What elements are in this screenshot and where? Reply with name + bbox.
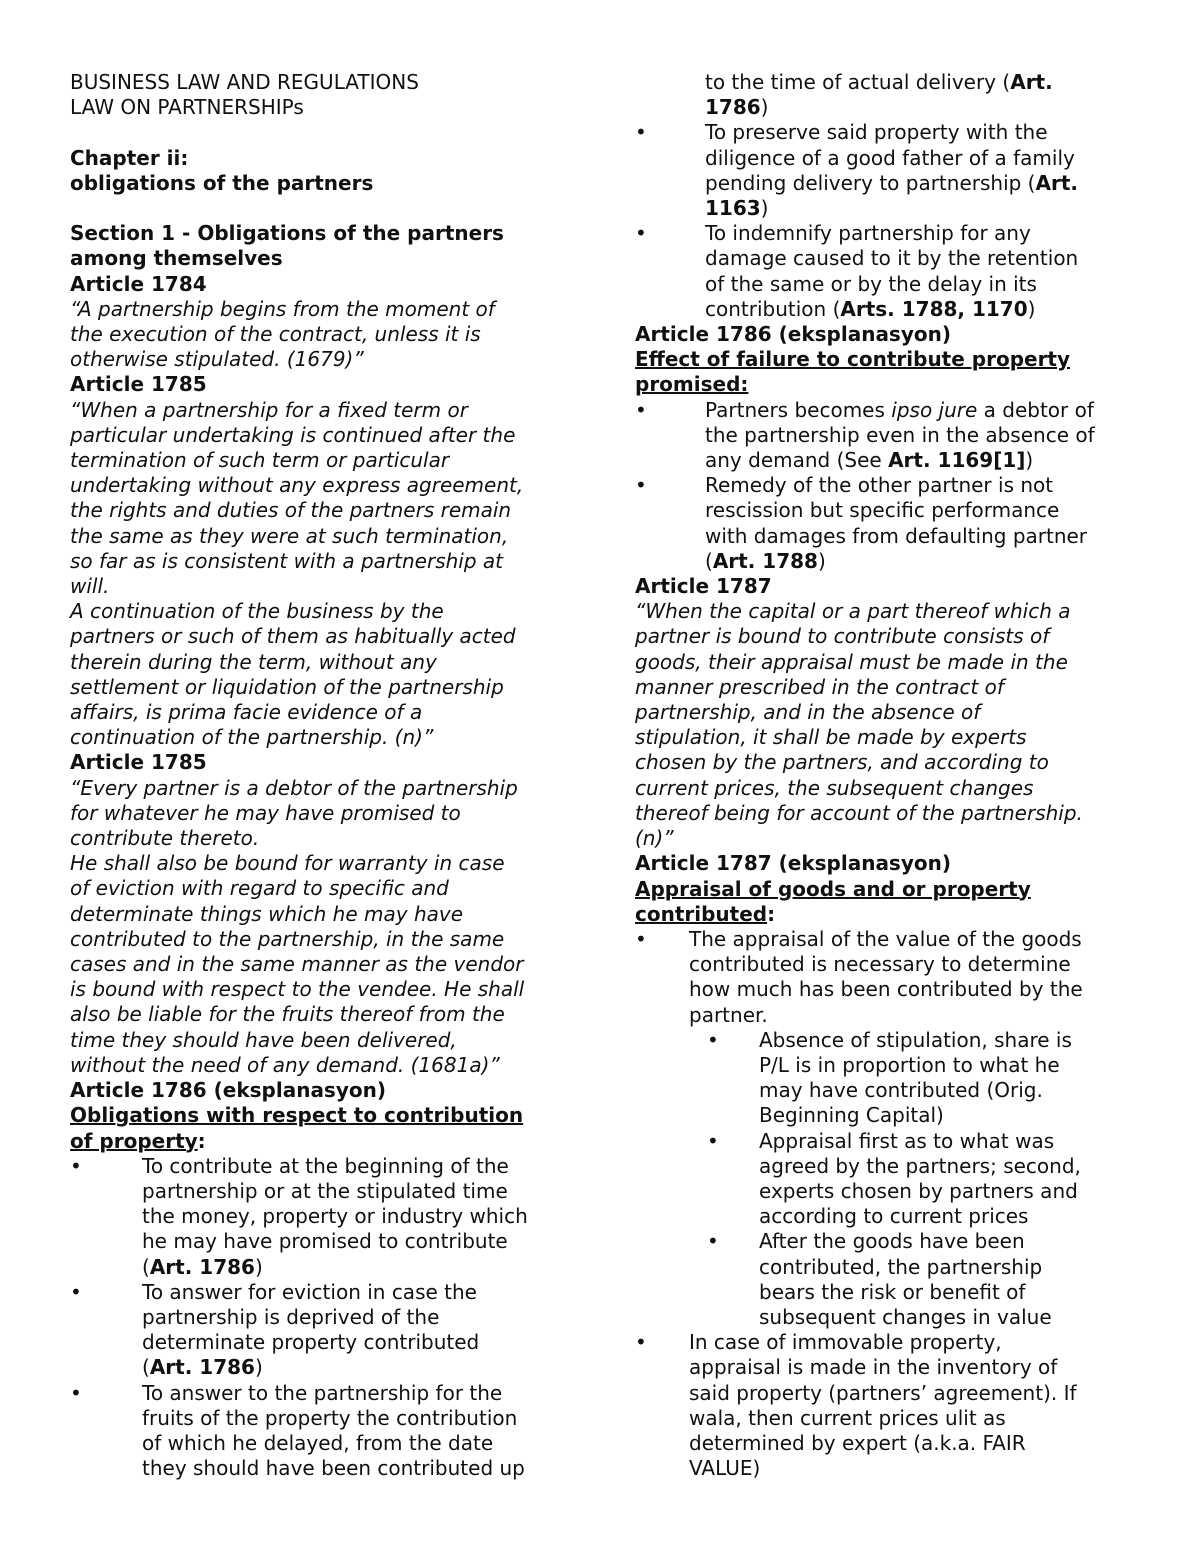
article-1785-text: the same as they were at such termination, xyxy=(70,523,509,548)
article-1787-text: (n)” xyxy=(635,826,674,851)
bullet-icon: • xyxy=(707,1128,719,1153)
section-title-line1: Section 1 - Obligations of the partners xyxy=(70,221,504,246)
article-1785-text: continuation of the partnership. (n)” xyxy=(70,725,434,750)
list-item: • Partners becomes ipso jure a debtor of the partnership even in the absence of any demand (See Art. 1169[1]) xyxy=(635,397,1095,473)
article-1787-text: partnership, and in the absence of xyxy=(635,700,981,725)
article-1785-text: affairs, is prima facie evidence of a xyxy=(70,700,423,725)
doc-title-line1: BUSINESS LAW AND REGULATIONS xyxy=(70,70,419,94)
article-1787-text: current prices, the subsequent changes xyxy=(635,775,1034,800)
article-1785-text: A continuation of the business by the xyxy=(70,599,444,624)
bullet-icon: • xyxy=(707,1027,719,1052)
bullet-icon: • xyxy=(635,221,647,246)
article-1785b-text: is bound with respect to the vendee. He shall xyxy=(70,977,525,1002)
article-1785b-text: of eviction with regard to specific and xyxy=(70,876,449,901)
article-1785-text: particular undertaking is continued after the xyxy=(70,422,516,447)
article-1787-text: stipulation, it shall be made by experts xyxy=(635,725,1027,750)
article-1785-text: the rights and duties of the partners remain xyxy=(70,498,512,523)
article-1785-text: therein during the term, without any xyxy=(70,649,437,674)
bullet-icon: • xyxy=(635,473,647,498)
bullet-icon: • xyxy=(635,120,647,145)
bullet-icon: • xyxy=(707,1229,719,1254)
article-1787-text: partner is bound to contribute consists of xyxy=(635,624,1050,649)
list-item: • In case of immovable property, appraisal is made in the inventory of said property (partners’ agreement). If wala, then current prices ulit as determined by expert (a.k.a. FAIR VALUE) xyxy=(635,1330,1077,1481)
bullet-icon: • xyxy=(70,1380,82,1405)
right-column: to the time of actual delivery (Art. 1786) • To preserve said property with the diligence of a good father of a family pending delivery to partnership (Art. 1163) • To indemnify partnership for any damage caused to it by the retention of the same or by the delay in its contribution (Arts. 1788, 1170) Article 1786 (eksplanasyon) Effect of failure to contribute property promised: • Partners becomes ipso jure a debtor of the partnership even in the absence of any demand (See Art. 1169[1]) • Remedy of the other partner is not rescission but specific performance with damages from defaulting partner (Art. 1788) Article 1787 “When the capital or a part thereof which a partner is bound to contribute consists of goods, their appraisal must be made in the manner prescribed in the contract of partnership, and in the absence of stipulation, it shall be made by experts chosen by the partners, and according to current prices, the subsequent changes thereof being for account of the partnership. (n)” Article 1787 (eksplanasyon) Appraisal of goods and or property contributed: • The appraisal of the value of the goods contributed is necessary to determine how much has been contributed by the partner. • Absence of stipulation, share is P/L is in proportion to what he may have contributed (Orig. Beginning Capital) • Appraisal first as to what was agreed by the partners; second, experts chosen by partners and according to current prices • After the goods have been contributed, the partnership bears the risk or benefit of subsequent changes in value • In case of immovable property, appraisal is made in the inventory of said property (partners’ agreement). If wala, then current prices ulit as determined by expert (a.k.a. FAIR VALUE) xyxy=(635,70,1135,1481)
article-1786b-subheading: Effect of failure to contribute property xyxy=(635,347,1071,372)
doc-title-line2: LAW ON PARTNERSHIPs xyxy=(70,95,304,120)
list-item: • Absence of stipulation, share is P/L is in proportion to what he may have contributed (Orig. Beginning Capital) xyxy=(707,1027,1072,1128)
article-1785b-text: for whatever he may have promised to xyxy=(70,800,461,825)
article-1785b-text: contribute thereto. xyxy=(70,826,260,851)
bullet-icon: • xyxy=(70,1279,82,1304)
article-1785b-heading: Article 1785 xyxy=(70,750,207,775)
bullet-icon: • xyxy=(635,1330,647,1355)
article-1787-text: “When the capital or a part thereof which a xyxy=(635,599,1071,624)
article-1785b-text: He shall also be bound for warranty in case xyxy=(70,851,505,876)
bullet-icon: • xyxy=(70,1153,82,1178)
article-1787b-heading: Article 1787 (eksplanasyon) xyxy=(635,851,951,876)
article-1785b-text: determinate things which he may have xyxy=(70,901,464,926)
article-1786-subheading: Obligations with respect to contribution xyxy=(70,1103,524,1128)
article-1784-text: otherwise stipulated. (1679)” xyxy=(70,347,364,372)
article-1787-heading: Article 1787 xyxy=(635,574,772,599)
article-1785b-text: “Every partner is a debtor of the partnership xyxy=(70,775,518,800)
article-1786-subheading: of property xyxy=(70,1128,198,1153)
article-1785b-text: also be liable for the fruits thereof from the xyxy=(70,1002,505,1027)
article-1785b-text: time they should have been delivered, xyxy=(70,1027,457,1052)
list-item: • To answer to the partnership for the fruits of the property the contribution of which he delayed, from the date they should have been contributed up xyxy=(70,1380,525,1481)
article-1785-text: termination of such term or particular xyxy=(70,448,450,473)
article-1787b-subheading: contributed xyxy=(635,901,768,926)
article-1785b-text: without the need of any demand. (1681a)” xyxy=(70,1052,500,1077)
article-1786b-heading: Article 1786 (eksplanasyon) xyxy=(635,322,951,347)
article-1787-text: goods, their appraisal must be made in the xyxy=(635,649,1068,674)
article-1784-text: “A partnership begins from the moment of xyxy=(70,296,495,321)
article-1787-text: manner prescribed in the contract of xyxy=(635,674,1004,699)
article-1785-heading: Article 1785 xyxy=(70,372,207,397)
article-1785b-text: cases and in the same manner as the vendor xyxy=(70,952,524,977)
bullet-icon: • xyxy=(635,397,647,422)
list-item: • To contribute at the beginning of the partnership or at the stipulated time the money, property or industry which he may have promised to contribute (Art. 1786) xyxy=(70,1153,528,1279)
article-1785-text: so far as is consistent with a partnership at xyxy=(70,548,504,573)
article-1785-text: partners or such of them as habitually acted xyxy=(70,624,516,649)
article-1785-text: “When a partnership for a fixed term or xyxy=(70,397,468,422)
chapter-title-line1: Chapter ii: xyxy=(70,145,189,170)
article-1784-heading: Article 1784 xyxy=(70,271,207,296)
article-1786b-subheading: promised: xyxy=(635,372,749,397)
list-item: • Appraisal first as to what was agreed by the partners; second, experts chosen by partners and according to current prices xyxy=(707,1128,1081,1229)
article-1787b-subheading: Appraisal of goods and or property xyxy=(635,876,1031,901)
article-1785-text: will. xyxy=(70,574,110,599)
list-item-continuation: to the time of actual delivery (Art. xyxy=(705,70,1053,94)
chapter-title-line2: obligations of the partners xyxy=(70,170,374,195)
list-item: • To answer for eviction in case the partnership is deprived of the determinate property contributed (Art. 1786) xyxy=(70,1279,480,1380)
bullet-icon: • xyxy=(635,926,647,951)
list-item: • To indemnify partnership for any damage caused to it by the retention of the same or by the delay in its contribution (Arts. 1788, 1170) xyxy=(635,221,1079,321)
article-1787-text: thereof being for account of the partnership. xyxy=(635,800,1083,825)
list-item: • To preserve said property with the diligence of a good father of a family pending delivery to partnership (Art. 1163) xyxy=(635,120,1078,221)
left-column: BUSINESS LAW AND REGULATIONS LAW ON PARTNERSHIPs Chapter ii: obligations of the partners Section 1 - Obligations of the partners among themselves Article 1784 “A partnership begins from the moment of the execution of the contract, unless it is otherwise stipulated. (1679)” Article 1785 “When a partnership for a fixed term or particular undertaking is continued after the termination of such term or particular undertaking without any express agreement, the rights and duties of the partners remain the same as they were at such termination, so far as is consistent with a partnership at will. A continuation of the business by the partners or such of them as habitually acted therein during the term, without any settlement or liquidation of the partnership affairs, is prima facie evidence of a continuation of the partnership. (n)” Article 1785 “Every partner is a debtor of the partnership for whatever he may have promised to contribute thereto. He shall also be bound for warranty in case of eviction with regard to specific and determinate things which he may have contributed to the partnership, in the same cases and in the same manner as the vendor is bound with respect to the vendee. He shall also be liable for the fruits thereof from the time they should have been delivered, without the need of any demand. (1681a)” Article 1786 (eksplanasyon) Obligations with respect to contribution of property: • To contribute at the beginning of the partnership or at the stipulated time the money, property or industry which he may have promised to contribute (Art. 1786) • To answer for eviction in case the partnership is deprived of the determinate property contributed (Art. 1786) • To answer to the partnership for the fruits of the property the contribution of which he delayed, from the date they should have been contributed up xyxy=(70,70,570,1481)
article-1785b-text: contributed to the partnership, in the same xyxy=(70,926,505,951)
article-1785-text: undertaking without any express agreement, xyxy=(70,473,524,498)
article-1785-text: settlement or liquidation of the partnership xyxy=(70,674,504,699)
list-item: • The appraisal of the value of the goods contributed is necessary to determine how much has been contributed by the partner. xyxy=(635,926,1083,1027)
article-1786-heading: Article 1786 (eksplanasyon) xyxy=(70,1078,386,1103)
list-item: • After the goods have been contributed, the partnership bears the risk or benefit of subsequent changes in value xyxy=(707,1229,1052,1329)
section-title-line2: among themselves xyxy=(70,246,283,271)
list-item: • Remedy of the other partner is not rescission but specific performance with damages from defaulting partner (Art. 1788) xyxy=(635,473,1088,573)
article-1787-text: chosen by the partners, and according to xyxy=(635,750,1049,775)
article-1784-text: the execution of the contract, unless it is xyxy=(70,322,481,346)
